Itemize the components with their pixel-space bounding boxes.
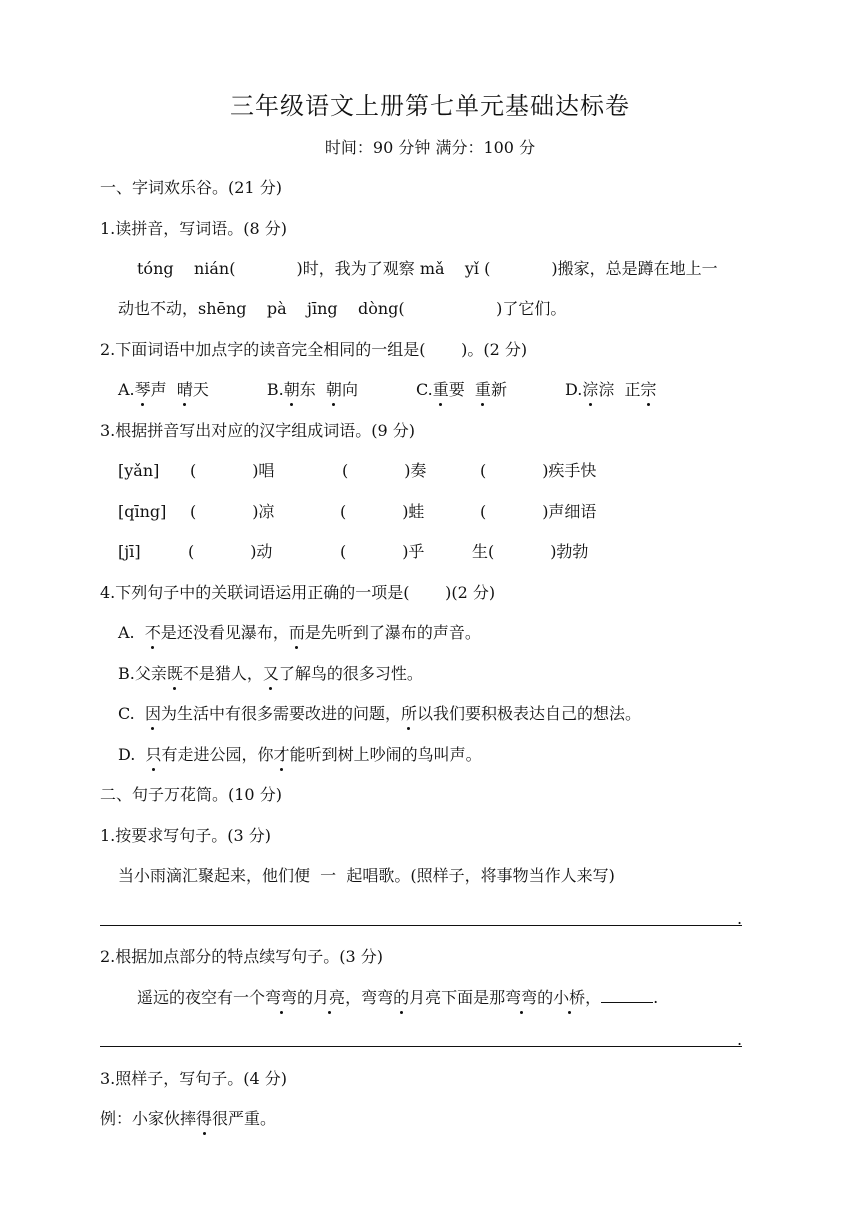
s2-q3-label: 3.照样子，写句子。(4 分): [100, 1069, 288, 1088]
q4-option-a: A. 不是还没看见瀑布，而是先听到了瀑布的声音。: [118, 623, 481, 642]
q4-option-b: B.父亲既不是猎人，又了解鸟的很多习性。: [118, 664, 423, 683]
exam-page: 三年级语文上册第七单元基础达标卷 时间：90 分钟 满分：100 分 一、字词欢乐谷。(21 分) 1.读拼音，写词语。(8 分) tóng nián( )时，我为了观察 mǎ yǐ ( )搬家，总是蹲在地上一 动也不动，shēng pà jīng dòng( )了它们。 2.下面词语中加点字的读音完全相同的一组是( )。(2 分) A.琴声 晴天 B.朝东 朝向 C.重要 重新 D.淙淙 正宗 3.根据拼音写出对应的汉字组成词语。(9 分) [yǎn] ( )唱 ( )奏 ( )疾手快 [qīng] ( )凉 ( )蛙 ( )声细语 [jī] ( )动 ( )乎 生( )勃勃 4.下列句子中的关联词语运用正确的一项是( )(2 分) A. 不是还没看见瀑布，而是先听到了瀑布的声音。 B.父亲既不是猎人，又了解鸟的很多习性。 C. 因为生活中有很多需要改进的问题，所以我们要积极表达自己的想法。 D. 只有走进公园，你才能听到树上吵闹的鸟叫声。 二、句子万花筒。(10 分) 1.按要求写句子。(3 分) 当小雨滴汇聚起来，他们便 一 起唱歌。(照样子，将事物当作人来写) . 2.根据加点部分的特点续写句子。(3 分) 遥远的夜空有一个弯弯的月亮，弯弯的月亮下面是那弯弯的小桥， . . 3.照样子，写句子。(4 分) 例：小家伙摔得很严重。: [0, 0, 860, 1216]
q2-option-d: D.淙淙 正宗: [564, 380, 657, 399]
q4-label: 4.下列句子中的关联词语运用正确的一项是( )(2 分): [100, 583, 496, 602]
answer-line-2-period: .: [737, 1030, 743, 1049]
q1-line2: 动也不动，shēng pà jīng dòng( )了它们。: [118, 299, 567, 318]
q3-label: 3.根据拼音写出对应的汉字组成词语。(9 分): [100, 421, 416, 440]
q4-option-c: C. 因为生活中有很多需要改进的问题，所以我们要积极表达自己的想法。: [118, 704, 641, 723]
page-title: 三年级语文上册第七单元基础达标卷: [230, 92, 630, 120]
q2-option-a: A.琴声 晴天: [118, 380, 209, 399]
q2-option-b: B.朝东 朝向: [266, 380, 358, 399]
q4-option-d: D. 只有走进公园，你才能听到树上吵闹的鸟叫声。: [118, 745, 482, 764]
s2-q1-sentence: 当小雨滴汇聚起来，他们便 一 起唱歌。(照样子，将事物当作人来写): [118, 866, 615, 885]
s2-q3-example: 例：小家伙摔得很严重。: [100, 1109, 277, 1128]
answer-line-2[interactable]: [100, 1046, 742, 1047]
q2-option-c: C.重要 重新: [415, 380, 507, 399]
s2-q2-sentence: 遥远的夜空有一个弯弯的月亮，弯弯的月亮下面是那弯弯的小桥， .: [137, 988, 659, 1007]
exam-time-score: 时间：90 分钟 满分：100 分: [324, 138, 536, 157]
q2-options: [118, 379, 657, 401]
s2-q1-label: 1.按要求写句子。(3 分): [100, 826, 272, 845]
q1-line1: tóng nián( )时，我为了观察 mǎ yǐ ( )搬家，总是蹲在地上一: [137, 259, 718, 278]
section2-heading: 二、句子万花筒。(10 分): [100, 785, 282, 804]
s2-q2-label: 2.根据加点部分的特点续写句子。(3 分): [100, 947, 384, 966]
q1-label: 1.读拼音，写词语。(8 分): [100, 219, 288, 238]
continuation-blank[interactable]: [601, 988, 653, 1003]
answer-line-1-period: .: [737, 909, 743, 928]
q2-label: 2.下面词语中加点字的读音完全相同的一组是( )。(2 分): [100, 340, 528, 359]
answer-line-1[interactable]: [100, 925, 742, 926]
section1-heading: 一、字词欢乐谷。(21 分): [100, 178, 282, 197]
